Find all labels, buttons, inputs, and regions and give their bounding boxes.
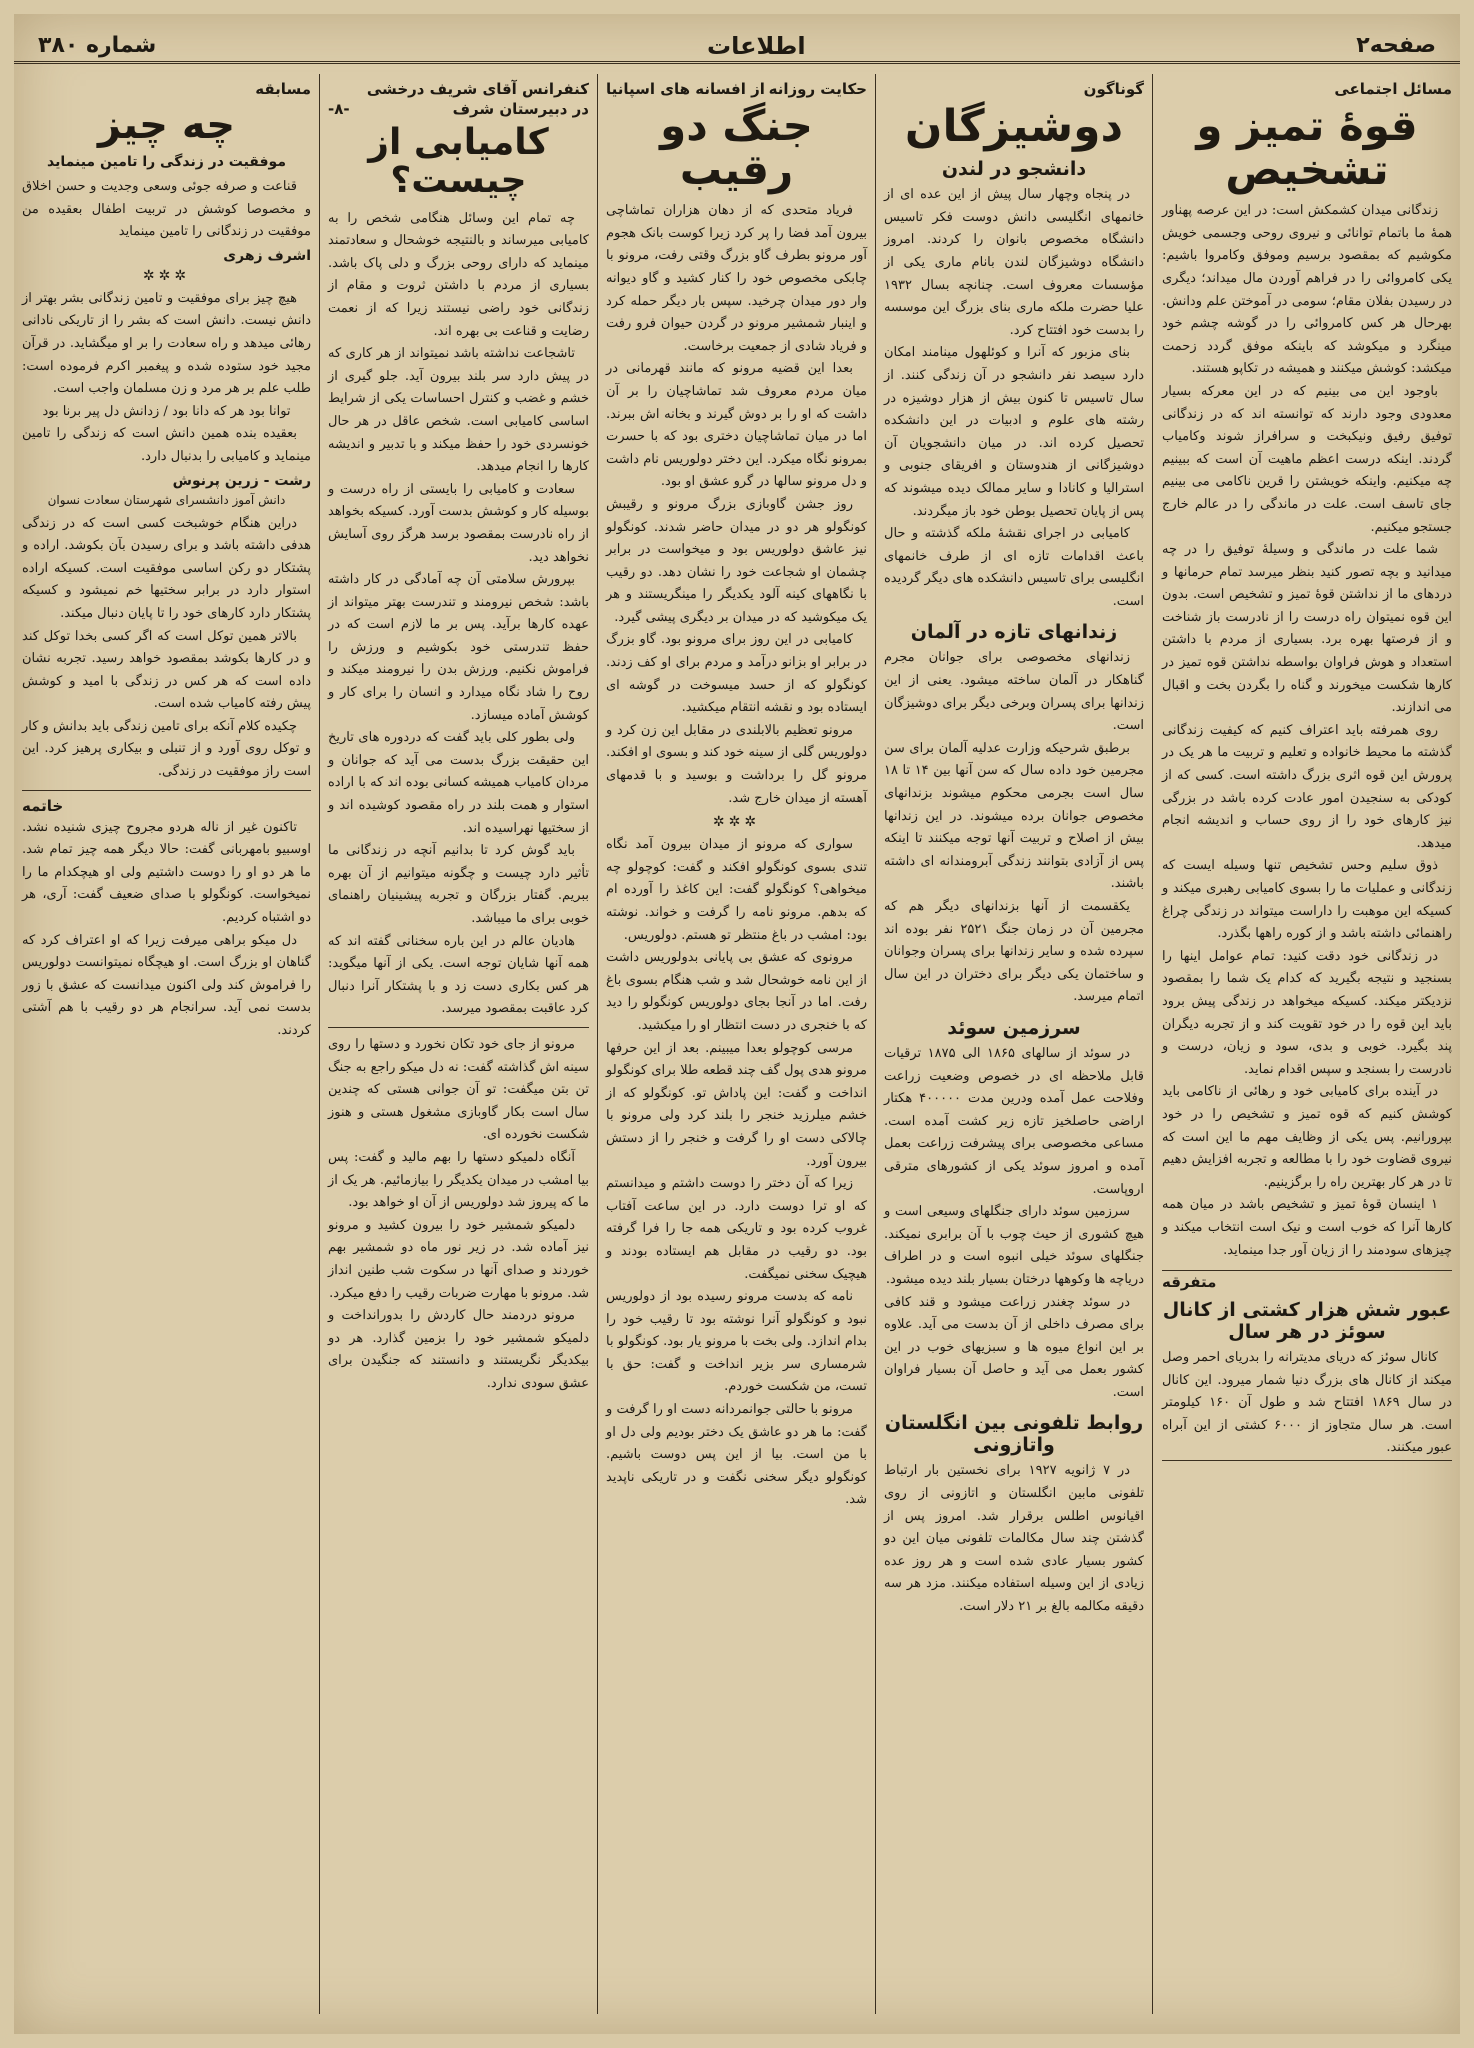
paragraph: در پنجاه وچهار سال پیش از این عده ای از خانمهای انگلیسی دانش دوست فکر تاسیس دانشگاه مخصوص بانوان را کردند. امروز دانشگاه دوشیزگان لندن بانام ماری یکی از مؤسسات معروف است. چنانچه بسال ۱۹۳۲ علیا حضرت ملکه ماری بنای بزرگ این موسسه را بدست خود افتتاح کرد. bbox=[884, 187, 1144, 338]
paragraph: مرونو دردمند حال کاردش را بدورانداخت و دلمیکو شمشیر خود را بزمین گذارد. هر دو بیکدیگر نگریستند و دانستند که جنگیدن برای عشق سودی ندارد. bbox=[328, 1308, 589, 1391]
paragraph: در ۷ ژانویه ۱۹۲۷ برای نخستین بار ارتباط تلفونی مابین انگلستان و اتازونی از روی اقیانوس اطلس برقرار شد. امروز پس از گذشتن چند سال مکالمات تلفونی میان این دو کشور بسیار عادی شده است و هر روز عده زیادی از این وسیله استفاده میکنند. مزد هر سه دقیقه مکالمه بالغ بر ۲۱ دلار است. bbox=[884, 1463, 1144, 1615]
paragraph: دلمیکو شمشیر خود را بیرون کشید و مرونو نیز آماده شد. در زیر نور ماه دو شمشیر بهم خوردند و صدای آنها در سکوت شب طنین انداز شد. مرونو با مهارت ضربات رقیب را دفع میکرد. bbox=[328, 1217, 589, 1301]
section-kicker: مسائل اجتماعی bbox=[1334, 80, 1452, 98]
closing-label: خاتمه bbox=[22, 796, 64, 815]
section-kicker: حکایت روزانه bbox=[768, 80, 867, 98]
column-miscellaneous bbox=[876, 74, 1152, 2014]
misc-box bbox=[1162, 1270, 1452, 1461]
author-affiliation: دانش آموز دانشسرای شهرستان سعادت نسوان bbox=[47, 492, 286, 507]
subheading: سرزمین سوئد bbox=[947, 1016, 1081, 1039]
divider bbox=[22, 790, 311, 791]
paragraph: کامیابی در اجرای نقشهٔ ملکه گذشته و حال باعث اقدامات تازه ای از طرف خانمهای انگلیسی برای تاسیس دانشکده های دیگر گردیده است. bbox=[884, 526, 1144, 609]
paragraph: باوجود این می بینیم که در این معرکه بسیار معدودی وجود دارند که توانسته اند که در زندگانی توفیق رفیق ونیکبخت و سرافراز شوند وکامیاب گردند. اینکه درست اعظم ماهیت آن است که ببینیم چه میکنیم. واینکه خویشتن را قرین ناکامی می بینیم جای تاسف است. علت در ماندگی را در عالم خارج جستجو میکنیم. bbox=[1162, 383, 1452, 535]
paragraph: مرونو تعظیم بالابلندی در مقابل این زن کرد و دولوریس گلی از سینه خود کند و بسوی او افکند. مرونو گل را برداشت و بوسید و با قدمهای آهسته از میدان خارج شد. bbox=[606, 722, 867, 806]
paragraph: بعقیده بنده همین دانش است که زندگی را تامین مینماید و کامیابی را بدنبال دارد. bbox=[22, 426, 311, 464]
paragraph: در سوئد از سالهای ۱۸۶۵ الی ۱۸۷۵ ترقیات قابل ملاحظه ای در خصوص وضعیت زراعت وفلاحت عمل آمده ودرین مدت ۴۰۰۰۰۰ هکتار اراضی حاصلخیز تازه زیر کشت آمده است. مساعی مخصوصی برای پیشرفت زراعت بعمل آمده و امروز سوئد یکی از کشورهای مترقی اروپاست. bbox=[884, 1045, 1144, 1197]
paragraph: هادیان عالم در این باره سخنانی گفته اند که همه آنها شایان توجه است. یکی از آنها میگوید: هر کس بکاری دست زد و با پشتکار آنرا دنبال کرد عاقبت بمقصود میرسد. bbox=[328, 933, 589, 1017]
paragraph: بعدا این قضیه مرونو که مانند قهرمانی در میان مردم معروف شد تماشاچیان را بر آن داشت که او را بر دوش گیرند و بخانه اش ببرند. اما در میان تماشاچیان دختری بود که با حسرت بمرونو نگاه میکرد. این دختر دولوریس نام داشت و دل مرونو سالها در گرو عشق او بود. bbox=[606, 361, 867, 490]
misc-headline: عبور شش هزار کشتی از کانال سوئز در هر سال bbox=[1162, 1299, 1452, 1344]
paragraph: تاکنون غیر از ناله هردو مجروح چیزی شنیده نشد. اوسبیو بامهربانی گفت: حالا دیگر همه چیز تمام شد. ما هر دو او را دوست داشتیم ولی او هیچکدام ما را نمیخواست. کونگولو با صدای ضعیف گفت: آری، هر دو اشتباه کردیم. bbox=[22, 819, 311, 926]
article-headline: قوهٔ تمیز و تشخیص bbox=[1196, 101, 1418, 195]
paragraph: آنگاه دلمیکو دستها را بهم مالید و گفت: پس بیا امشب در میدان یکدیگر را بیازمائیم. هر یک از ما که پیروز شد دولوریس از آن او خواهد بود. bbox=[328, 1149, 589, 1211]
paragraph: هیچ چیز برای موفقیت و تامین زندگانی بشر بهتر از دانش نیست. دانش است که بشر را از تاریکی نادانی رهائی میدهد و راه سعادت را بر او میگشاید. در قرآن مجید خود ستوده شده و پیغمبر اکرم فرموده است: طلب علم بر هر مرد و زن مسلمان واجب است. bbox=[22, 290, 311, 397]
section-kicker-sub: از افسانه های اسپانیا bbox=[606, 80, 765, 98]
ornament-divider: ✲✲✲ bbox=[712, 814, 761, 831]
paragraph: شما علت در ماندگی و وسیلهٔ توفیق را در چه میدانید و بچه تصور کنید بنظر میرسد تمام حرمانها و دردهای ما از نداشتن قوهٔ تمیز و تشخیص است. بدون این قوه نمیتوان راه درست را از نادرست باز شناخت و از فرصتها بهره برد. بسیاری از مردم با داشتن استعداد و هوش فراوان بواسطه نداشتن قوه تمیز در کارها شکست میخورند و گناه را بگردن بخت و اقبال می اندازند. bbox=[1162, 542, 1452, 716]
misc-label: متفرقه bbox=[1162, 1273, 1217, 1292]
paragraph: چه تمام این وسائل هنگامی شخص را به کامیابی میرساند و بالنتیجه خوشحال و سعادتمند مینماید که دارای روحی بزرگ و دلی پاک باشد. بسیاری از مردم با داشتن ثروت و مقام از زندگانی خود راضی نیستند زیرا که از نعمت رضایت و قناعت بی بهره اند. bbox=[328, 210, 589, 339]
column-daily-story bbox=[598, 74, 875, 2014]
paragraph: در آینده برای کامیابی خود و رهائی از ناکامی باید کوشش کنیم که قوه تمیز و تشخیص را در خود بپرورانیم. پس یکی از وظایف مهم ما این است که نیروی قضاوت خود را با مطالعه و تجربه افزایش دهیم تا در هر کار بهترین راه را برگزینیم. bbox=[1162, 1084, 1452, 1190]
paragraph: مرونو با حالتی جوانمردانه دست او را گرفت و گفت: ما هر دو عاشق یک دختر بودیم ولی دل او با من است. بیا از این پس دوست باشیم. کونگولو دیگر سخنی نگفت و در تاریکی ناپدید شد. bbox=[606, 1402, 867, 1508]
paragraph: ولی بطور کلی باید گفت که دردوره های تاریخ این حقیقت بزرگ بدست می آید که جوانان و مردان کامیاب همیشه کسانی بوده اند که با اراده استوار و همت بلند در راه مقصود کوشیده اند و از سختیها نهراسیده اند. bbox=[328, 730, 589, 836]
ornament-divider: ✲✲✲ bbox=[142, 267, 191, 284]
paragraph: مرونوی که عشق بی پایانی بدولوریس داشت از این نامه خوشحال شد و شب هنگام بسوی باغ رفت. اما در آنجا بجای دولوریس کونگولو را دید که با خنجری در دست انتظار او را میکشید. bbox=[606, 950, 867, 1033]
article-headline: کامیابی از چیست؟ bbox=[368, 122, 549, 201]
part-number: -۸- bbox=[328, 100, 350, 118]
section-kicker-venue: در دبیرستان شرف bbox=[452, 100, 589, 118]
paragraph: بالاتر همین توکل است که اگر کسی بخدا توکل کند و در کارها بکوشد بمقصود خواهد رسید. تجربه نشان داده است که هر کس در زندگی با امید و کوشش پیش رفته کامیاب شده است. bbox=[22, 628, 311, 712]
paragraph: چکیده کلام آنکه برای تامین زندگی باید بدانش و کار و توکل روی آورد و از تنبلی و بیکاری پرهیز کرد. این است راز موفقیت در زندگی. bbox=[22, 718, 311, 780]
column-social-issues bbox=[1154, 74, 1460, 2014]
paragraph: بنای مزبور که آنرا و کوئلهول مینامند امکان دارد سیصد نفر دانشجو در آن زندگی کنند. از سال تاسیس تا کنون بیش از هزار دوشیزه در رشته های علوم و ادبیات در این دانشکده تحصیل کرده اند. در میان دانشجویان آن دوشیزگانی از هندوستان و افریقای جنوبی و استرالیا و کانادا و سایر ممالک دیده میشوند که پس از پایان تحصیل بوطن خود باز میگردند. bbox=[884, 345, 1144, 519]
paragraph: در سوئد چغندر زراعت میشود و قند کافی برای مصرف داخلی از آن بدست می آید. علاوه بر این انواع میوه ها و سبزیهای خوب در این کشور بعمل می آید و حاصل آن بسیار فراوان است. bbox=[884, 1294, 1144, 1400]
paragraph: بپرورش سلامتی آن چه آمادگی در کار داشته باشد: شخص نیرومند و تندرست بهتر میتواند از عهده کارها برآید. پس بر ما لازم است که در حفظ تندرستی خود بکوشیم و ورزش را فراموش نکنیم. ورزش بدن را نیرومند میکند و روح را شاد نگاه میدارد و انسان را برای کار و کوشش آماده میسازد. bbox=[328, 572, 589, 723]
column-lecture bbox=[320, 74, 597, 2014]
issue-number: شماره ۳۸۰ bbox=[38, 33, 157, 58]
paragraph: ذوق سلیم وحس تشخیص تنها وسیله ایست که زندگانی و عملیات ما را بسوی کامیابی رهبری میکند و کسیکه این موهبت را داراست میتواند در زندگی چراغ راهنمائی داشته باشد و از کوره راهها بگذرد. bbox=[1162, 858, 1452, 942]
section-kicker: کنفرانس آقای شریف درخشی bbox=[366, 80, 589, 98]
author-signature: رشت - زرین پرنوش bbox=[172, 472, 311, 489]
column-contest bbox=[14, 74, 319, 2014]
divider bbox=[328, 1027, 589, 1028]
paragraph: زندانهای مخصوصی برای جوانان مجرم گناهکار در آلمان ساخته میشود. یعنی از این زندانها برای پسران وبرخی دیگر برای دوشیزگان است. bbox=[884, 650, 1144, 734]
paragraph: سرزمین سوئد دارای جنگلهای وسیعی است و هیچ کشوری از حیث چوب با آن برابری نمیکند. جنگلهای سوئد خیلی انبوه است و در اطراف دریاچه ها وکوهها درختان بسیار بلند دیده میشود. bbox=[884, 1204, 1144, 1287]
paragraph: یکقسمت از آنها بزندانهای دیگر هم که مجرمین آن در زمان جنگ ۲۵۲۱ نفر بوده اند سپرده شده و سایر زندانها برای پسران وجوانان و ساختمان یکی دیگر برای دختران در این سال اتمام میرسد. bbox=[884, 899, 1144, 1005]
page-number: صفحه۲ bbox=[1356, 33, 1436, 58]
paragraph: نامه که بدست مرونو رسیده بود از دولوریس نبود و کونگولو آنرا نوشته بود تا رقیب خود را بدام اندازد. ولی بخت با مرونو یار بود. کونگولو با شرمساری سر بزیر انداخت و گفت: حق با تست، من شکست خوردم. bbox=[606, 1289, 867, 1395]
article-headline: چه چیز bbox=[97, 102, 236, 148]
column-rule bbox=[1152, 74, 1153, 2014]
paragraph: کانال سوئز که دریای مدیترانه را بدریای احمر وصل میکند از کانال های بزرگ دنیا شمار میرود. این کانال در سال ۱۸۶۹ افتتاح شد و طول آن ۱۶۰ کیلومتر است. هر سال متجاوز از ۶۰۰۰ کشتی از این آبراه عبور میکنند. bbox=[1162, 1350, 1453, 1456]
article-headline: دوشیزگان bbox=[904, 101, 1124, 152]
paragraph: روی همرفته باید اعتراف کنیم که کیفیت زندگانی گذشته ما محیط خانواده و تعلیم و تربیت ما هر یک در پرورش این قوه اثری بزرگ داشته است. کسی که از کودکی به سنجیدن امور عادت کرده باشد در بزرگی نیز کارهای خود را از روی حساب و اندیشه انجام میدهد. bbox=[1162, 722, 1452, 851]
paragraph: کامیابی در این روز برای مرونو بود. گاو بزرگ در برابر او بزانو درآمد و مردم برای او کف زدند. کونگولو که از حسد میسوخت در گوشه ای ایستاده بود و نقشه انتقام میکشید. bbox=[606, 632, 867, 716]
article-lead: موفقیت در زندگی را تامین مینماید bbox=[47, 154, 286, 170]
paragraph: باید گوش کرد تا بدانیم آنچه در زندگانی ما تأثیر دارد چیست و چگونه میتوانیم از آن بهره ببریم. گفتار بزرگان و تجربه پیشینیان راهنمای خوبی برای ما میباشد. bbox=[328, 843, 589, 926]
paragraph: مرونو از جای خود تکان نخورد و دستها را روی سینه اش گذاشته گفت: نه دل میکو راجع به جنگ تن بتن میگفت: تو آن جوانی هستی که چندین سال است بکار گاوبازی مشغول هستی و هنوز شکست نخورده ای. bbox=[328, 1036, 589, 1143]
paragraph: برطبق شرحیکه وزارت عدلیه آلمان برای سن مجرمین خود داده سال که سن آنها بین ۱۴ تا ۱۸ سال است بجرمی محکوم میشوند بزندانهای مخصوص جوانان برده میشوند. در این زندانها بیش از اصلاح و تربیت آنها توجه میکنند تا اینکه پس از آزادی بتوانند زندگی آبرومندانه ای داشته باشند. bbox=[884, 740, 1144, 892]
paragraph: ۱ اینسان قوهٔ تمیز و تشخیص باشد در میان همه کارها آنرا که خوب است و نیک است انتخاب میکند و چیزهای سودمند را از زیان آور جدا مینماید. bbox=[1162, 1197, 1452, 1258]
subheading: روابط تلفونی بین انگلستان واتازونی bbox=[884, 1412, 1144, 1457]
paragraph: زیرا که آن دختر را دوست داشتم و میدانستم که او ترا دوست دارد. در این ساعت آفتاب غروب کرده بود و تاریکی همه جا را فرا گرفته بود. دو رقیب در مقابل هم ایستاده بودند و هیچیک سخنی نمیگفت. bbox=[606, 1176, 867, 1282]
article-headline: جنگ دو رقیب bbox=[660, 101, 813, 195]
paragraph: فریاد متحدی که از دهان هزاران تماشاچی بیرون آمد فضا را پر کرد زیرا کوست بانک هجوم آور مرونو بطرف گاو بزرگ وقتی رفت، مرونو با چابکی مخصوص خود را کنار کشید و گاو دیوانه وار دور میدان چرخید. سپس بار دیگر حمله کرد و اینبار شمشیر مرونو در گردن حیوان فرو رفت و فریاد شادی از جمعیت برخاست. bbox=[606, 203, 867, 354]
author-signature: اشرف زهری bbox=[223, 247, 311, 264]
paragraph: سواری که مرونو از میدان بیرون آمد نگاه تندی بسوی کونگولو افکند و گفت: کوچولو چه میخواهی؟ کونگولو گفت: این کاغذ را آورده ام که بدهم. مرونو نامه را گرفت و خواند. نوشته بود: امشب در باغ منتظر تو هستم. دولوریس. bbox=[606, 837, 867, 943]
subheading: دانشجو در لندن bbox=[941, 158, 1087, 181]
paragraph: روز جشن گاوبازی بزرگ مرونو و رقیبش کونگولو هر دو در میدان حاضر شدند. کونگولو نیز عاشق دولوریس بود و میخواست در برابر چشمان او شجاعت خود را نشان دهد. دو رقیب با نگاههای کینه آلود یکدیگر را مینگریستند و هر یک میکوشید که در میدان بر دیگری پیشی گیرد. bbox=[606, 496, 867, 625]
paper-name: اطلاعات bbox=[706, 31, 806, 60]
paragraph: دراین هنگام خوشبخت کسی است که در زندگی هدفی داشته باشد و برای رسیدن بآن بکوشد. اراده و پشتکار دو رکن اساسی موفقیت است. کسیکه اراده استوار دارد در برابر سختیها خم نمیشود و کسیکه پشتکار دارد کارهای خود را تا پایان دنبال میکند. bbox=[22, 515, 311, 621]
subheading: زندانهای تازه در آلمان bbox=[910, 621, 1118, 644]
paragraph: زندگانی میدان کشمکش است: در این عرصه پهناور همهٔ ما باتمام توانائی و نیروی روحی وجسمی خویش مکوشیم که بمقصود برسیم وموفق وکامروا باشیم: یکی کامروائی را در فراهم آوردن مال میداند؛ دیگری در رسیدن بفلان مقام؛ سومی در آموختن علم ودانش. بهرحال هر کس کامروائی را در گوشه چشم خود مینگرد و میکوشد که باینکه موفق گردد زحمت میکشد: کوشش میکنند و همیشه در تکاپو هستند. bbox=[1162, 203, 1452, 377]
section-kicker: گوناگون bbox=[1083, 80, 1144, 98]
verse: توانا بود هر که دانا بود / زدانش دل پیر برنا بود bbox=[42, 403, 291, 419]
paragraph: مرسی کوچولو بعدا میبینم. بعد از این حرفها مرونو هدی پول گف چند قطعه طلا برای کونگولو انداخت و گفت: این پاداش تو. کونگولو که از خشم میلرزید خنجر را بلند کرد ولی مرونو با چالاکی دست او را گرفت و خنجر را از دستش بیرون آورد. bbox=[606, 1040, 867, 1169]
section-kicker: مسابقه bbox=[255, 80, 311, 98]
paragraph: دل میکو براهی میرفت زیرا که او اعتراف کرد که گناهان او بزرگ است. او هیچگاه نمیتوانست دولوریس را فراموش کند ولی اکنون میدانست که عشق با زور بدست نمی آید. سرانجام هر دو رقیب با هم آشتی کردند. bbox=[22, 932, 311, 1038]
paragraph: تاشجاعت نداشته باشد نمیتواند از هر کاری که در پیش دارد سر بلند بیرون آید. جلو گیری از خشم و غضب و کنترل احساسات یکی از شرایط اساسی کامیابی است. شخص عاقل در هر حال خونسردی خود را حفظ میکند و با تدبیر و اندیشه کارها را انجام میدهد. bbox=[328, 346, 589, 475]
paragraph: قناعت و صرفه جوئی وسعی وجدیت و حسن اخلاق و مخصوصا کوشش در تربیت اطفال بعقیده من موفقیت در زندگانی را تامین مینماید bbox=[22, 179, 311, 240]
paragraph: در زندگانی خود دقت کنید: تمام عوامل اینها را بسنجید و نتیجه بگیرید که کدام یک شما را بمقصود نزدیکتر میکند. کسیکه میخواهد در زندگی پیش برود باید این قوه را در خود تقویت کند و از تجربه دیگران پند بگیرد. خوبی و بدی، سود و زیان، درست و نادرست را بسنجد و سپس اقدام نماید. bbox=[1162, 948, 1452, 1077]
paragraph: سعادت و کامیابی را بایستی از راه درست و بوسیله کار و کوشش بدست آورد. کسیکه بخواهد از راه نادرست بمقصود برسد هرگز روی آسایش نخواهد دید. bbox=[328, 481, 589, 565]
masthead bbox=[14, 30, 1460, 64]
newspaper-page bbox=[14, 14, 1460, 2034]
